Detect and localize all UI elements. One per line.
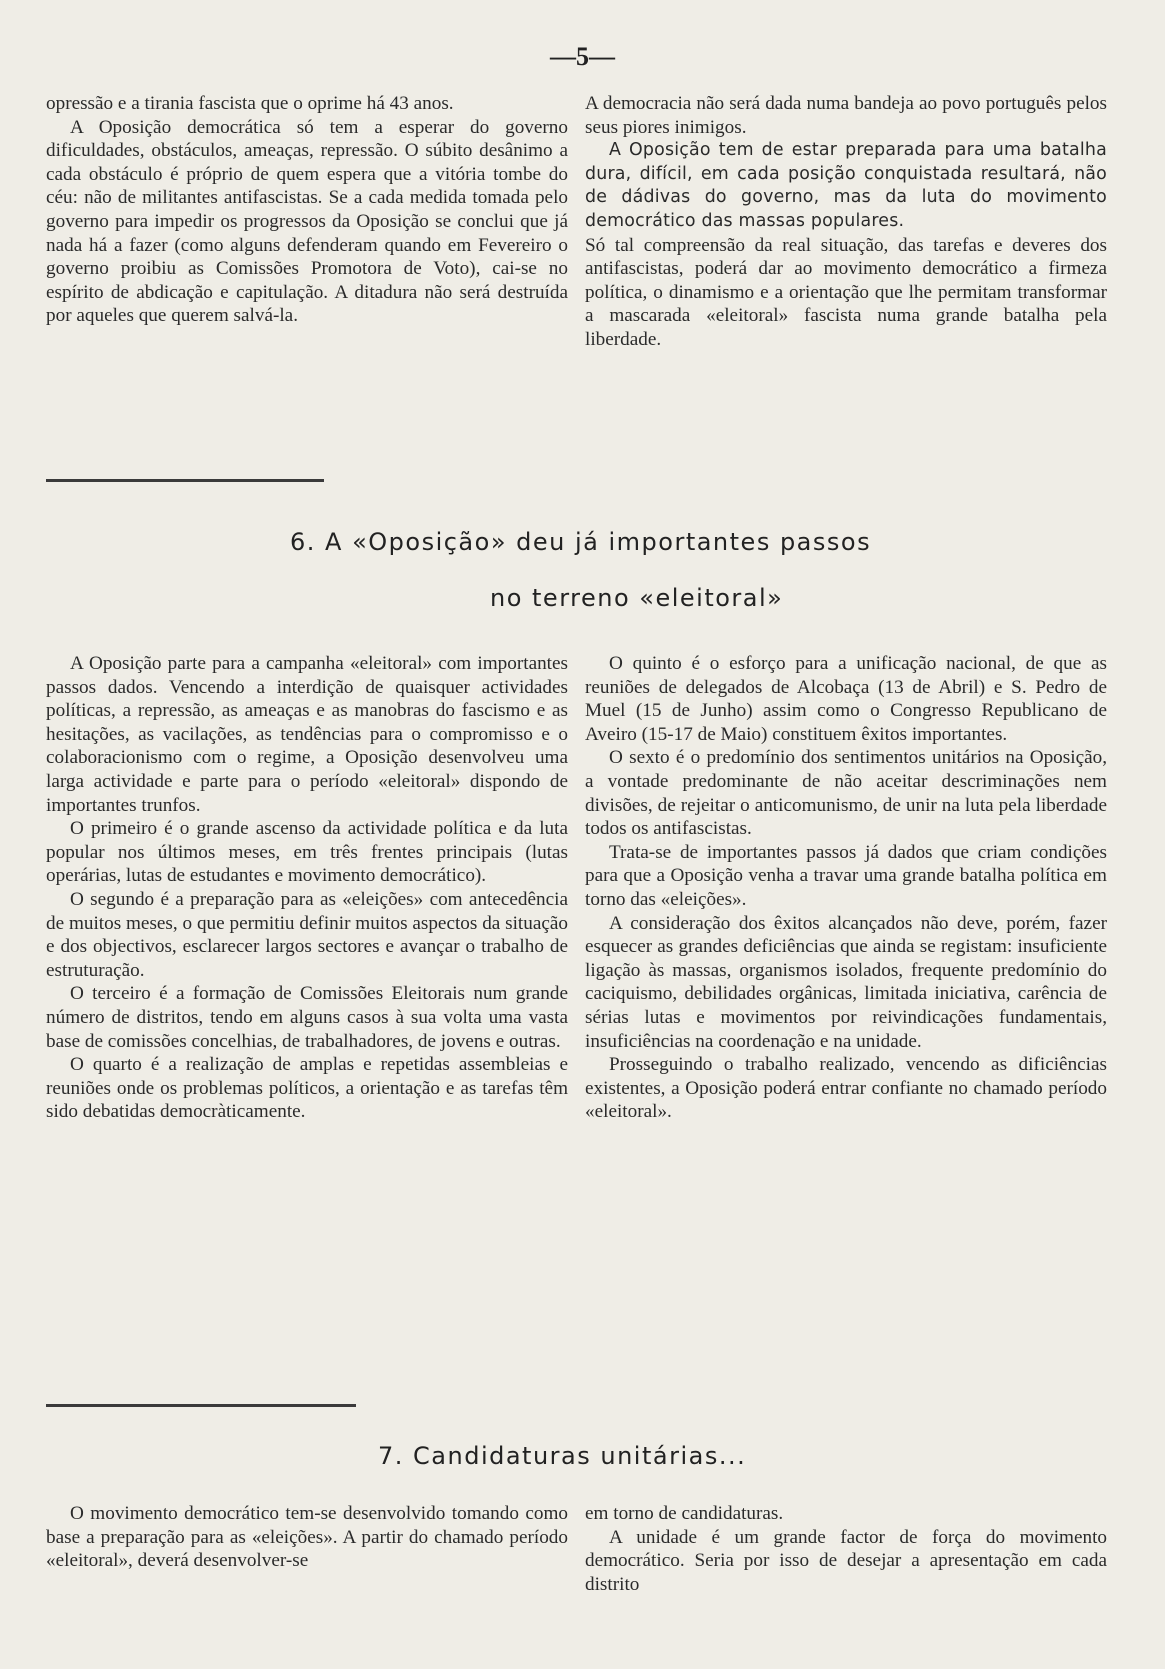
paragraph: O quinto é o esforço para a unificação nacional, de que as reuniões de delegados de Alcobaça (13 de Abril) e S. Pedro de Muel (15 de Junho) assim como o Congresso Republicano de Aveiro (15-17 de Maio) constituem êxitos importantes. bbox=[585, 653, 1107, 745]
page-number: —5— bbox=[550, 42, 615, 71]
paragraph: A democracia não será dada numa bandeja ao povo português pelos seus piores inimigos. bbox=[585, 93, 1107, 138]
paragraph: O quarto é a realização de amplas e repetidas assembleias e reuniões onde os problemas políticos, a orientação e as tarefas têm sido debatidas democràticamente. bbox=[46, 1054, 568, 1123]
section-6-right-column bbox=[585, 652, 1107, 1124]
paragraph: Só tal compreensão da real situação, das tarefas e deveres dos antifascistas, poderá dar ao movimento democrático a firmeza política, o dinamismo e a orientação que lhe permitam transformar a mascarada «eleitoral» fascista numa grande batalha pela liberdade. bbox=[585, 234, 1107, 350]
paragraph: A Oposição parte para a campanha «eleitoral» com importantes passos dados. Vencendo a interdição de quaisquer actividades políticas, a repressão, as ameaças e as manobras do fascismo e as hesitações, as vacilações, as tendências para o compromisso e o colaboracionismo com o regime, a Oposição desenvolveu uma larga actividade e parte para o período «eleitoral» dispondo de importantes trunfos. bbox=[46, 653, 568, 816]
section-7-heading: 7. Candidaturas unitárias... bbox=[378, 1442, 747, 1470]
top-left-column bbox=[46, 92, 568, 328]
paragraph: A Oposição democrática só tem a esperar do governo dificuldades, obstáculos, ameaças, repressão. O súbito desânimo a cada obstáculo é próprio de quem espera que a vitória tombe do céu: não de militantes antifascistas. Se a cada medida tomada pelo governo para impedir os progressos da Oposição se conclui que já nada há a fazer (como alguns defenderam quando em Fevereiro o governo proibiu as Comissões Promotora de Voto), cai-se no espírito de abdicação e capitulação. A ditadura não será destruída por aqueles que querem salvá-la. bbox=[46, 116, 568, 327]
section-7-right-column bbox=[585, 1502, 1107, 1596]
paragraph: O primeiro é o grande ascenso da actividade política e da luta popular nos últimos meses, em três frentes principais (lutas operárias, lutas de estudantes e movimento democrático). bbox=[46, 818, 568, 887]
paragraph: A unidade é um grande factor de força do movimento democrático. Seria por isso de desejar a apresentação em cada distrito bbox=[585, 1526, 1107, 1595]
paragraph: A Oposição tem de estar preparada para uma batalha dura, difícil, em cada posição conquistada resultará, não de dádivas do governo, mas da luta do movimento democrático das massas populares. bbox=[585, 140, 1107, 231]
section-7-left-column bbox=[46, 1502, 568, 1573]
paragraph: Prosseguindo o trabalho realizado, vencendo as dificiências existentes, a Oposição poderá entrar confiante no chamado período «eleitoral». bbox=[585, 1054, 1107, 1123]
paragraph: O movimento democrático tem-se desenvolvido tomando como base a preparação para as «eleições». A partir do chamado período «eleitoral», deverá desenvolver-se bbox=[46, 1503, 568, 1572]
section-6-left-column bbox=[46, 652, 568, 1124]
paragraph: em torno de candidaturas. bbox=[585, 1503, 784, 1524]
paragraph: A consideração dos êxitos alcançados não deve, porém, fazer esquecer as grandes deficiências que ainda se registam: insuficiente ligação às massas, organismos isolados, frequente predomínio do caciquismo, debilidades orgânicas, limitada iniciativa, carência de sérias lutas e movimentos por reivindicações fundamentais, insuficiências na coordenação e na unidade. bbox=[585, 912, 1107, 1052]
section-divider-rule bbox=[46, 1404, 356, 1407]
paragraph: O segundo é a preparação para as «eleições» com antecedência de muitos meses, o que permitiu definir muitos aspectos da situação e dos objectivos, esclarecer largos sectores e avançar o trabalho de estruturação. bbox=[46, 888, 568, 981]
paragraph: O sexto é o predomínio dos sentimentos unitários na Oposição, a vontade predominante de não aceitar descriminações nem divisões, de rejeitar o anticomunismo, de unir na luta pela liberdade todos os antifascistas. bbox=[585, 747, 1107, 840]
top-right-column bbox=[585, 92, 1107, 352]
paragraph: opressão e a tirania fascista que o oprime há 43 anos. bbox=[46, 93, 454, 114]
section-divider-rule bbox=[46, 479, 324, 482]
paragraph: O terceiro é a formação de Comissões Eleitorais num grande número de distritos, tendo em alguns casos à sua volta uma vasta base de comissões concelhias, de trabalhadores, de jovens e outras. bbox=[46, 983, 568, 1052]
section-6-heading-line1: 6. A «Oposição» deu já importantes passos bbox=[290, 528, 872, 556]
paragraph: Trata-se de importantes passos já dados que criam condições para que a Oposição venha a travar uma grande batalha política em torno das «eleições». bbox=[585, 841, 1107, 910]
section-6-heading-line2: no terreno «eleitoral» bbox=[490, 584, 784, 612]
